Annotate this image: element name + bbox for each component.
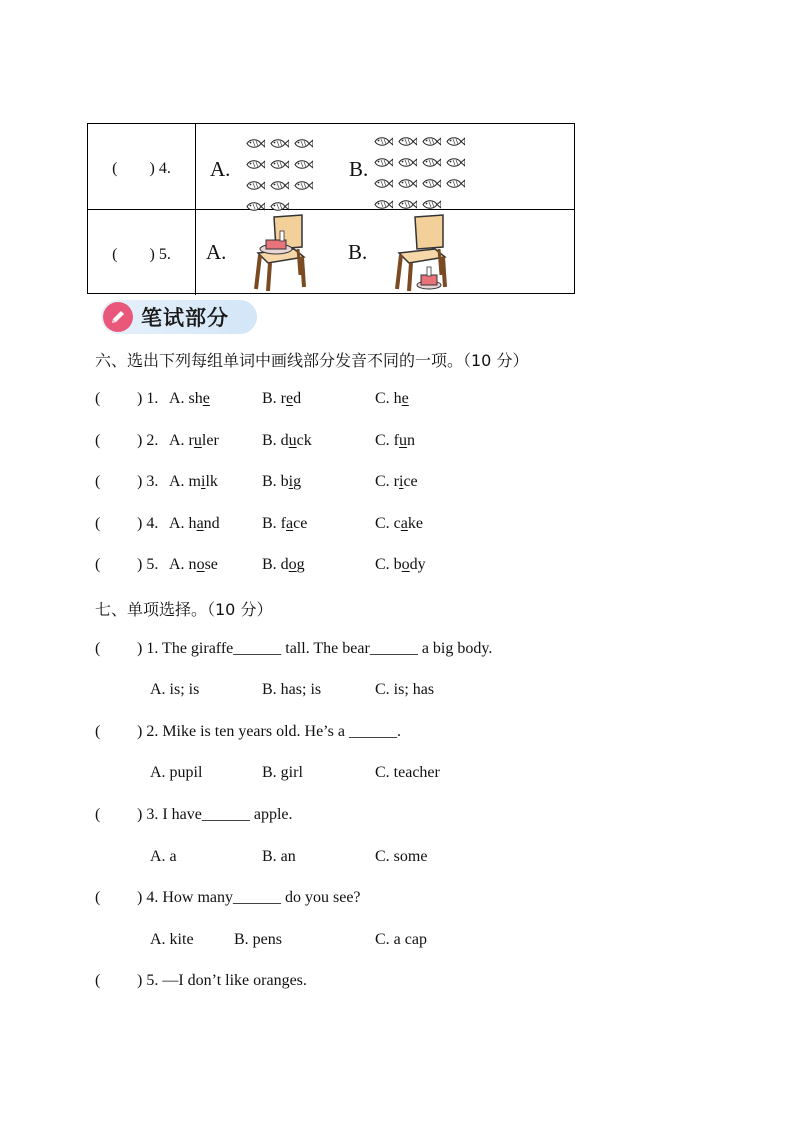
option-b[interactable]: B. has; is <box>262 681 322 698</box>
option-a[interactable]: A. milk <box>169 473 218 490</box>
fish-icon <box>397 155 417 173</box>
table-row <box>88 210 574 295</box>
option-b[interactable]: B. an <box>262 848 296 865</box>
answer-paren[interactable]: ( <box>95 556 101 573</box>
option-b[interactable]: B. pens <box>234 931 282 948</box>
fish-icon <box>421 155 441 173</box>
section7-heading: 七、单项选择。（10 分） <box>95 600 273 619</box>
fish-group-b <box>373 134 465 215</box>
fish-icon <box>245 136 265 154</box>
option-c[interactable]: C. body <box>375 556 426 573</box>
question-text: ) 2. Mike is ten years old. He’s a ______. <box>137 723 401 740</box>
option-c[interactable]: C. some <box>375 848 428 865</box>
option-b-label[interactable]: B. <box>349 157 369 181</box>
fish-group-a <box>245 136 313 217</box>
fish-icon <box>445 155 465 173</box>
fish-icon <box>269 157 289 175</box>
question-number: ) 1. <box>137 390 159 407</box>
question-text: ) 4. How many______ do you see? <box>137 889 361 906</box>
question-text: ) 3. I have______ apple. <box>137 806 293 823</box>
answer-paren[interactable]: ( <box>95 889 101 906</box>
question-text: ) 5. —I don’t like oranges. <box>137 972 307 989</box>
fish-icon <box>373 134 393 152</box>
option-c[interactable]: C. is; has <box>375 681 435 698</box>
option-c[interactable]: C. he <box>375 390 409 407</box>
question-number: ) 3. <box>137 473 159 490</box>
option-a[interactable]: A. she <box>169 390 210 407</box>
fish-icon <box>373 155 393 173</box>
option-b[interactable]: B. red <box>262 390 302 407</box>
fish-icon <box>421 134 441 152</box>
option-a[interactable]: A. nose <box>169 556 218 573</box>
question-number: ) 4. <box>137 515 159 532</box>
answer-paren[interactable]: ( <box>95 972 101 989</box>
question-number: ) 2. <box>137 432 159 449</box>
question-number: ( ) 4. <box>88 124 196 209</box>
answer-paren[interactable]: ( <box>95 806 101 823</box>
option-a[interactable]: A. is; is <box>150 681 200 698</box>
fish-icon <box>245 157 265 175</box>
option-a-label[interactable]: A. <box>210 157 231 181</box>
answer-paren[interactable]: ( <box>95 515 101 532</box>
answer-paren[interactable]: ( <box>95 640 101 657</box>
banner-title: 笔试部分 <box>141 306 229 330</box>
fish-icon <box>397 134 417 152</box>
fish-icon <box>293 157 313 175</box>
option-c[interactable]: C. cake <box>375 515 423 532</box>
fish-icon <box>397 176 417 194</box>
option-c[interactable]: C. fun <box>375 432 415 449</box>
chair-cake-under-icon <box>391 213 451 293</box>
answer-paren[interactable]: ( <box>95 390 101 407</box>
option-a[interactable]: A. kite <box>150 931 194 948</box>
option-a-label[interactable]: A. <box>206 240 227 264</box>
option-b[interactable]: B. dog <box>262 556 305 573</box>
option-b[interactable]: B. girl <box>262 764 303 781</box>
fish-icon <box>245 178 265 196</box>
fish-icon <box>293 178 313 196</box>
fish-icon <box>445 176 465 194</box>
fish-icon <box>373 176 393 194</box>
fish-icon <box>421 176 441 194</box>
fish-icon <box>293 136 313 154</box>
question-number: ) 5. <box>137 556 159 573</box>
question-text: ) 1. The giraffe______ tall. The bear______ a big body. <box>137 640 493 657</box>
table-row <box>88 124 574 210</box>
fish-icon <box>269 136 289 154</box>
option-c[interactable]: C. a cap <box>375 931 427 948</box>
question-number: ( ) 5. <box>88 210 196 295</box>
answer-paren[interactable]: ( <box>95 723 101 740</box>
listening-table <box>87 123 575 294</box>
fish-icon <box>269 178 289 196</box>
answer-paren[interactable]: ( <box>95 432 101 449</box>
option-a[interactable]: A. pupil <box>150 764 203 781</box>
option-a[interactable]: A. ruler <box>169 432 219 449</box>
option-c[interactable]: C. rice <box>375 473 418 490</box>
option-b[interactable]: B. face <box>262 515 308 532</box>
section6-heading: 六、选出下列每组单词中画线部分发音不同的一项。（10 分） <box>95 351 529 370</box>
pencil-icon <box>103 302 133 332</box>
option-b[interactable]: B. duck <box>262 432 312 449</box>
option-b[interactable]: B. big <box>262 473 302 490</box>
option-a[interactable]: A. hand <box>169 515 220 532</box>
chair-cake-on-seat-icon <box>250 213 310 291</box>
option-b-label[interactable]: B. <box>348 240 368 264</box>
answer-paren[interactable]: ( <box>95 473 101 490</box>
option-a[interactable]: A. a <box>150 848 177 865</box>
fish-icon <box>445 134 465 152</box>
option-c[interactable]: C. teacher <box>375 764 440 781</box>
